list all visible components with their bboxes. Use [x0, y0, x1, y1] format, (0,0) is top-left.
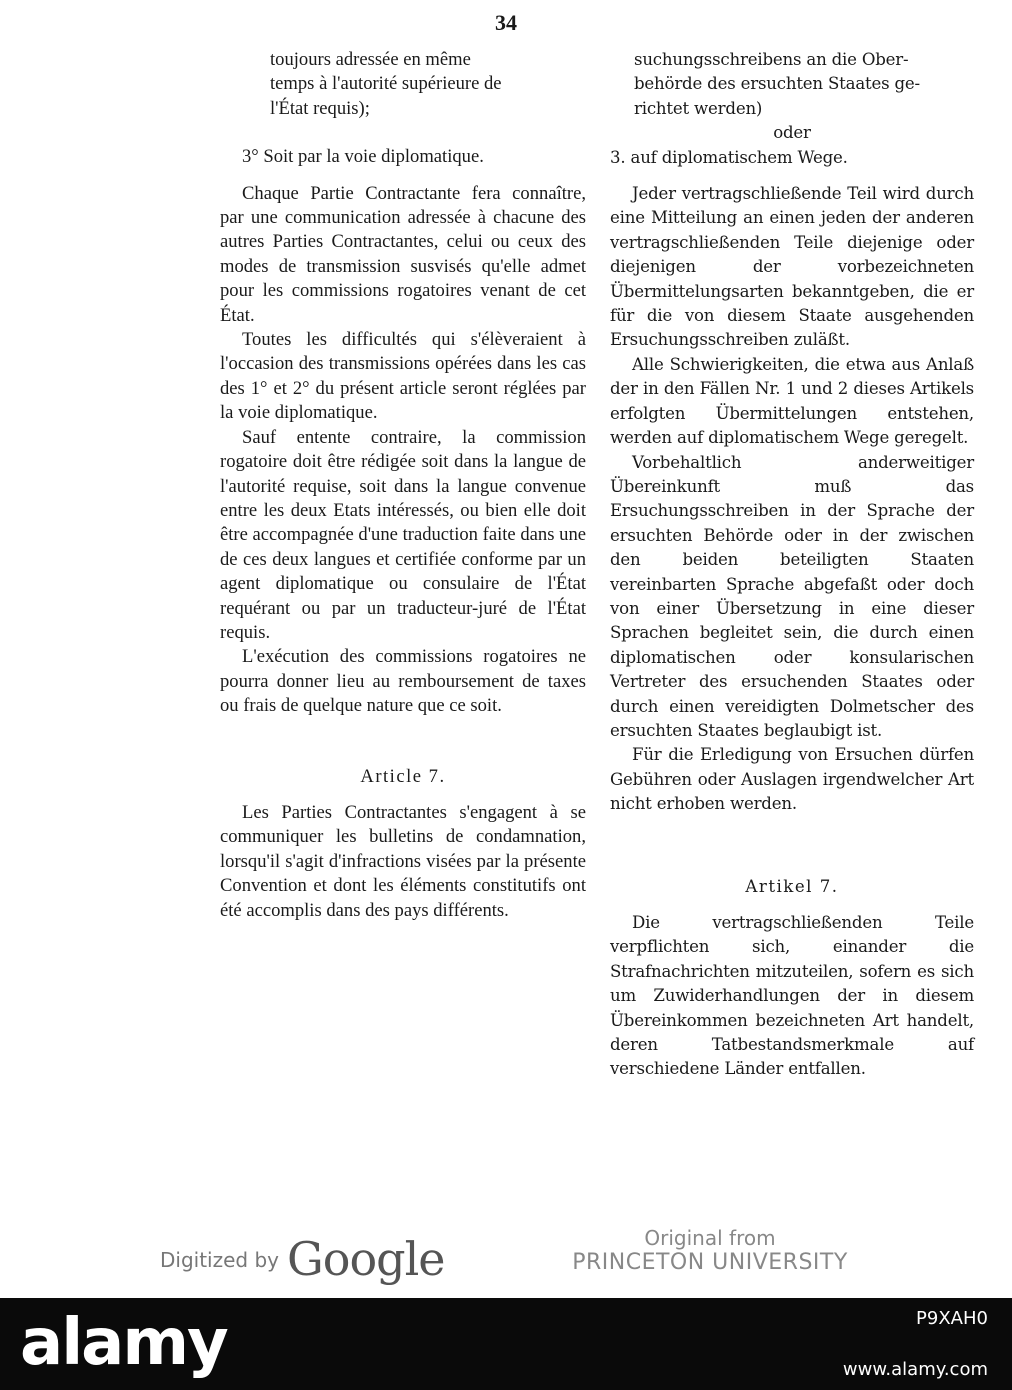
german-paragraph: 3. auf diplomatischem Wege.	[610, 147, 848, 167]
french-paragraph: 3° Soit par la voie diplomatique.	[242, 146, 484, 168]
german-line: suchungsschreibens an die Ober-	[634, 50, 909, 69]
french-column	[220, 48, 586, 923]
french-line: l'État requis);	[270, 97, 370, 119]
watermark-bar	[0, 1298, 1012, 1390]
french-paragraph: Chaque Partie Contractante fera connaître, par une communication adressée à chacune des autres Parties Contractantes, celui ou ceux des modes de transmission susvisés qu'elle admet pour les commissions rogatoires venant de cet État.	[220, 182, 586, 326]
german-paragraph: Alle Schwierigkeiten, die etwa aus Anlaß der in den Fällen Nr. 1 und 2 dieses Artikels erfolgten Übermittelungen entstehen, werden auf diplomatischem Wege geregelt.	[610, 354, 974, 448]
german-paragraph: Jeder vertragschließende Teil wird durch eine Mitteilung an einen jeden der anderen vertragschließenden Teile diejenige oder diejenigen der vorbezeichneten Übermittelungsarten bekanntgeben, die er für die von diesem Staate ausgehenden Ersuchungsschreiben zuläßt.	[610, 184, 974, 350]
german-line: richtet werden)	[634, 98, 763, 118]
german-continuation	[610, 48, 974, 121]
german-oder: oder	[773, 123, 811, 143]
french-paragraph: Sauf entente contraire, la commission rogatoire doit être rédigée soit dans la langue de l'autorité requise, soit dans la langue convenue entre les deux Etats intéressés, ou bien elle doit être accompagnée d'une traduction faite dans une de ces deux langues et certifiée conforme par un agent diplomatique ou consulaire de l'État requérant ou par un traducteur-juré de l'État requis.	[220, 426, 586, 643]
institution-name: PRINCETON UNIVERSITY	[572, 1250, 848, 1275]
french-line: temps à l'autorité supérieure de	[270, 73, 502, 95]
digitized-by-label: Digitized by	[160, 1248, 279, 1272]
google-logo: Google	[287, 1232, 445, 1286]
german-column	[610, 48, 974, 1082]
french-line: toujours adressée en même	[270, 49, 471, 70]
french-paragraph: L'exécution des commissions rogatoires ne pourra donner lieu au remboursement de taxes ou frais de quelque nature que ce soit.	[220, 646, 586, 717]
alamy-logo: alamy	[20, 1306, 227, 1380]
original-from	[560, 1226, 860, 1275]
french-continuation	[220, 48, 586, 121]
french-paragraph: Les Parties Contractantes s'engagent à se communiquer les bulletins de condamnation, lorsqu'il s'agit d'infractions visées par la présente Convention et dont les éléments constitutifs ont été accomplis dans des pays différents.	[220, 801, 586, 921]
german-line: behörde des ersuchten Staates ge-	[634, 74, 920, 94]
french-article-title: Article 7.	[360, 765, 446, 787]
image-code: P9XAH0	[916, 1308, 988, 1329]
watermark-url: www.alamy.com	[842, 1359, 988, 1380]
page-number: 34	[495, 10, 517, 35]
german-paragraph: Die vertragschließenden Teile verpflichten sich, einander die Strafnachrichten mitzuteilen, sofern es sich um Zuwiderhandlungen der in diesem Übereinkommen bezeichneten Art handelt, deren Tatbestandsmerkmale auf verschiedene Länder entfallen.	[610, 913, 974, 1079]
german-paragraph: Für die Erledigung von Ersuchen dürfen Gebühren oder Auslagen irgendwelcher Art nicht erhoben werden.	[610, 745, 974, 814]
original-from-label: Original from	[644, 1226, 776, 1250]
german-article-title: Artikel 7.	[745, 876, 839, 896]
digitized-by-google	[160, 1226, 445, 1286]
french-paragraph: Toutes les difficultés qui s'élèveraient à l'occasion des transmissions opérées dans les cas des 1° et 2° du présent article seront réglées par la voie diplomatique.	[220, 329, 586, 424]
german-paragraph: Vorbehaltlich anderweitiger Übereinkunft muß das Ersuchungsschreiben in der Sprache der ersuchten Behörde oder in der zwischen den beiden beteiligten Staaten vereinbarten Sprache abgefaßt oder doch von einer Übersetzung in eine dieser Sprachen begleitet sein, die durch einen diplomatischen oder konsularischen Vertreter des ersuchenden Staates oder durch einen vereidigten Dolmetscher des ersuchten Staates beglaubigt ist.	[610, 452, 974, 740]
